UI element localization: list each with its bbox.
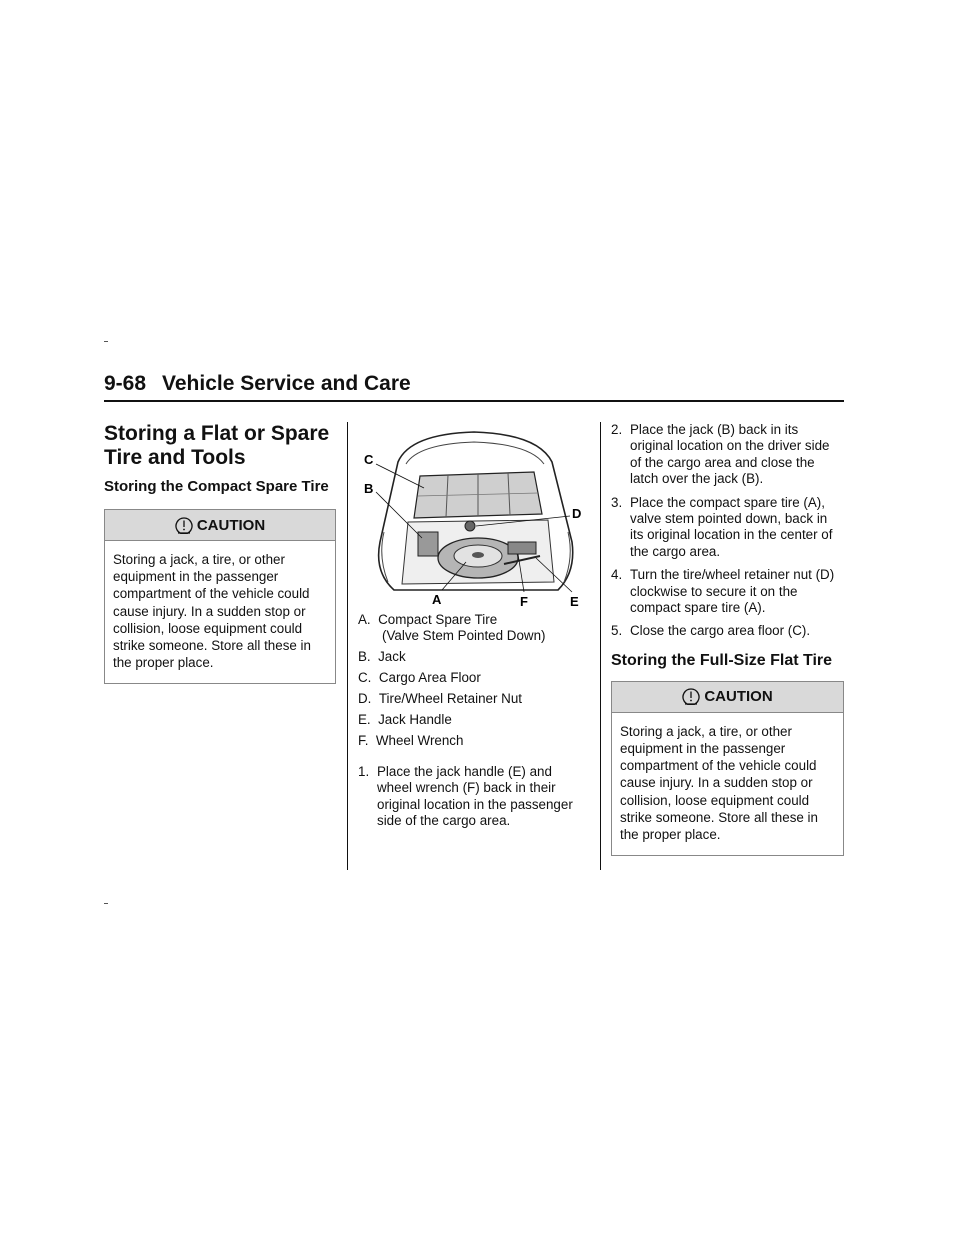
legend-item: E. Jack Handle <box>358 712 452 727</box>
step-item: 2. Place the jack (B) back in its original location on the driver side of the cargo area and close the latch over the jack (B). <box>611 422 830 487</box>
legend-item: D. Tire/Wheel Retainer Nut <box>358 691 522 706</box>
column-divider-1 <box>347 422 348 870</box>
callout-B: B <box>364 481 374 496</box>
callout-F: F <box>520 594 528 609</box>
callout-E: E <box>570 594 579 609</box>
step-list-continued <box>611 422 844 640</box>
section-heading: Storing a Flat or Spare Tire and Tools <box>104 422 330 469</box>
column-3 <box>611 422 844 856</box>
warning-icon <box>175 517 193 534</box>
callout-C: C <box>364 452 374 467</box>
warning-icon <box>682 688 700 705</box>
legend-item: F. Wheel Wrench <box>358 733 464 748</box>
caution-label: CAUTION <box>196 516 266 534</box>
figure-legend <box>358 612 590 749</box>
cargo-area-illustration <box>358 422 590 612</box>
caution-text: Storing a jack, a tire, or other equipment in the passenger compartment of the vehicle could cause injury. In a sudden stop or collision, loose equipment could strike someone. Store all these in the proper place. <box>620 723 818 843</box>
step-list <box>358 764 590 830</box>
caution-box-2 <box>611 681 844 856</box>
subsection-heading-flat-tire: Storing the Full-Size Flat Tire <box>611 651 833 669</box>
crop-mark-top <box>104 341 108 342</box>
caution-header <box>612 682 843 713</box>
page-number: 9-68 <box>104 372 147 395</box>
step-item: 3. Place the compact spare tire (A), valve stem pointed down, back in its original location in the center of the cargo area. <box>611 494 833 559</box>
page-header <box>104 372 844 402</box>
legend-item: C. Cargo Area Floor <box>358 670 481 685</box>
section-title: Vehicle Service and Care <box>162 372 411 395</box>
caution-header <box>105 510 335 541</box>
callout-D: D <box>572 506 582 521</box>
step-item: 4. Turn the tire/wheel retainer nut (D) clockwise to secure it on the compact spare tire (A). <box>611 567 835 616</box>
step-item: 1. Place the jack handle (E) and wheel wrench (F) back in their original location in the passenger side of the cargo area. <box>358 764 573 829</box>
legend-item: A. Compact Spare Tire (Valve Stem Pointed Down) <box>358 612 546 643</box>
subsection-heading: Storing the Compact Spare Tire <box>104 478 329 495</box>
column-divider-2 <box>600 422 601 870</box>
column-1 <box>104 422 336 684</box>
step-item: 5. Close the cargo area floor (C). <box>611 623 811 639</box>
callout-A: A <box>432 592 442 607</box>
caution-box <box>104 509 336 684</box>
column-2 <box>358 422 590 837</box>
crop-mark-bottom <box>104 903 108 904</box>
legend-item: B. Jack <box>358 649 406 664</box>
caution-text: Storing a jack, a tire, or other equipment in the passenger compartment of the vehicle could cause injury. In a sudden stop or collision, loose equipment could strike someone. Store all these in the proper place. <box>113 552 311 671</box>
caution-label: CAUTION <box>704 688 773 706</box>
